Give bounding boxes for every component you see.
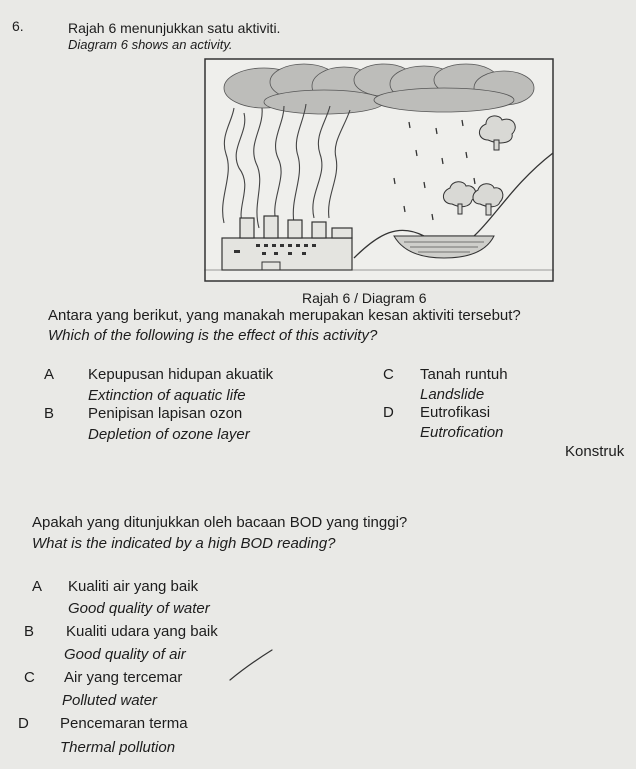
question-stem-ms: Rajah 6 menunjukkan satu aktiviti. <box>68 20 281 36</box>
option-b-letter: B <box>44 405 55 422</box>
question-stem-en: Diagram 6 shows an activity. <box>68 37 233 52</box>
q7-option-d-ms: Pencemaran terma <box>60 715 188 732</box>
question-en: Which of the following is the effect of this activity? <box>48 327 378 344</box>
q7-question-en: What is the indicated by a high BOD reading? <box>32 535 336 552</box>
q7-option-b-ms: Kualiti udara yang baik <box>66 623 218 640</box>
q7-option-c-ms: Air yang tercemar <box>64 669 183 686</box>
question-ms: Antara yang berikut, yang manakah merupakan kesan aktiviti tersebut? <box>48 307 521 324</box>
factory-acid-rain-diagram <box>204 58 554 282</box>
option-d-en: Eutrofication <box>420 424 504 441</box>
q7-option-a-letter: A <box>32 578 43 595</box>
q7-question-ms: Apakah yang ditunjukkan oleh bacaan BOD yang tinggi? <box>32 514 408 531</box>
option-b-ms: Penipisan lapisan ozon <box>88 405 243 422</box>
option-a-en: Extinction of aquatic life <box>88 387 246 404</box>
section-label: Konstruk <box>565 443 625 460</box>
option-a-ms: Kepupusan hidupan akuatik <box>88 366 274 383</box>
q7-option-c-letter: C <box>24 669 35 686</box>
option-d-ms: Eutrofikasi <box>420 404 491 421</box>
option-b-en: Depletion of ozone layer <box>88 426 250 443</box>
q7-option-c-en: Polluted water <box>62 692 158 709</box>
q7-option-a-ms: Kualiti air yang baik <box>68 578 199 595</box>
diagram-caption: Rajah 6 / Diagram 6 <box>302 290 427 306</box>
q7-option-d-en: Thermal pollution <box>60 739 176 756</box>
q7-option-d-letter: D <box>18 715 29 732</box>
q7-option-a-en: Good quality of water <box>68 600 210 617</box>
option-c-ms: Tanah runtuh <box>420 366 508 383</box>
option-c-letter: C <box>383 366 394 383</box>
option-d-letter: D <box>383 404 394 421</box>
q7-option-b-en: Good quality of air <box>64 646 186 663</box>
cloud-group <box>224 64 534 114</box>
q7-option-b-letter: B <box>24 623 35 640</box>
question-number: 6. <box>12 18 24 34</box>
option-c-en: Landslide <box>420 386 485 403</box>
pen-tick-mark-icon <box>228 648 274 682</box>
option-a-letter: A <box>44 366 55 383</box>
